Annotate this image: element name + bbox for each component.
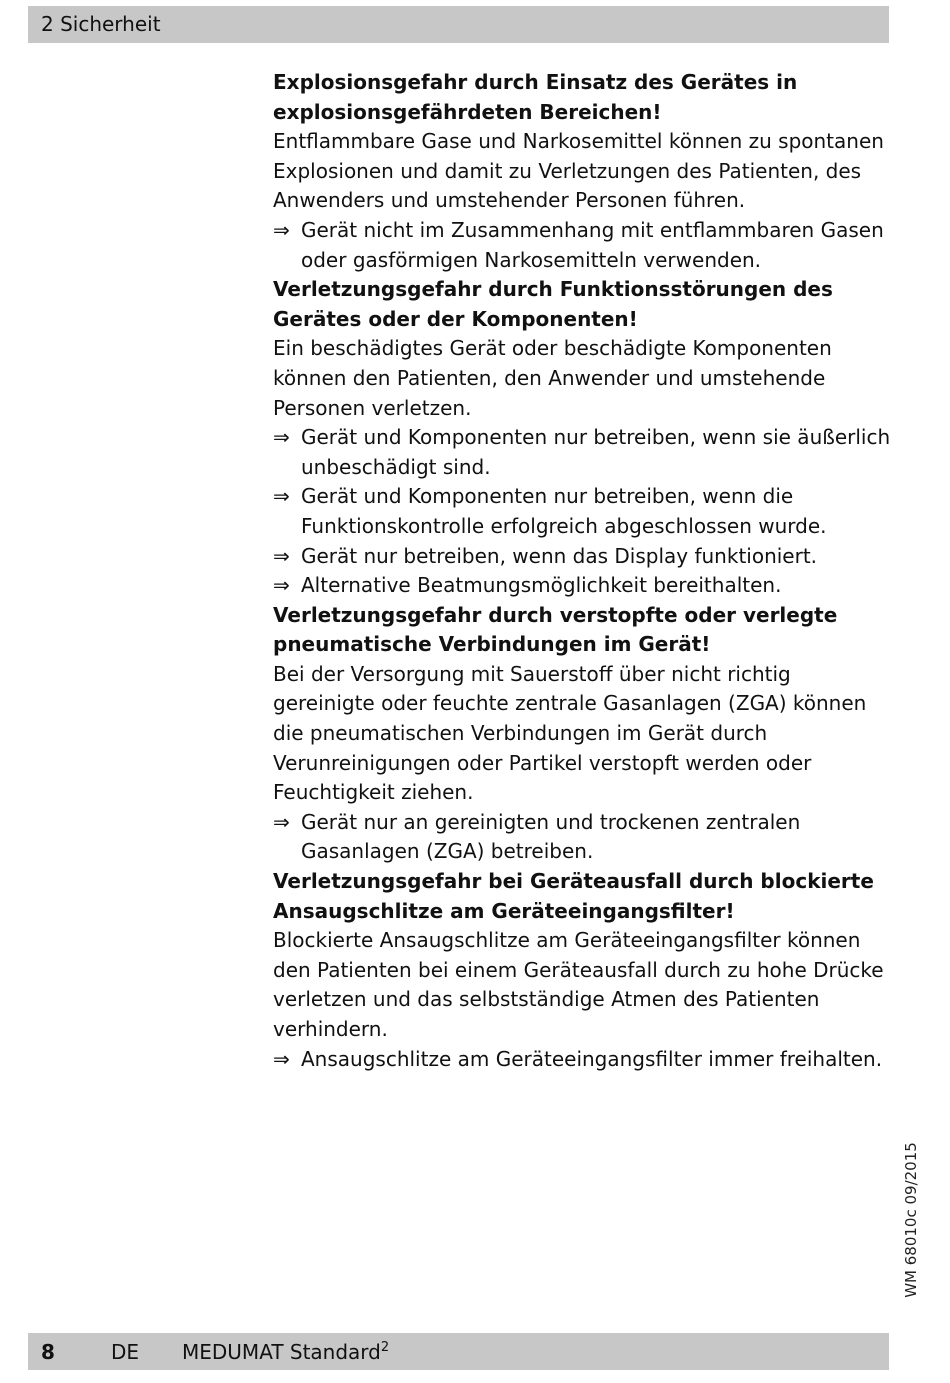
arrow-right-icon: ⇒: [273, 809, 290, 834]
header-bar: [28, 6, 889, 43]
warning-title: Explosionsgefahr durch Einsatz des Gerätes in explosionsgefährdeten Bereichen!: [273, 70, 798, 124]
document-id: [898, 1135, 924, 1305]
action-item: [273, 216, 893, 275]
language-code: DE: [111, 1340, 140, 1364]
arrow-right-icon: ⇒: [273, 1046, 290, 1071]
warning-text: Ein beschädigtes Gerät oder beschädigte Komponenten können den Patienten, den Anwender und umstehende Personen verletzen.: [273, 336, 832, 420]
action-item: [273, 571, 893, 601]
arrow-right-icon: ⇒: [273, 543, 290, 568]
warning-block: [273, 867, 893, 1074]
action-text: Gerät nicht im Zusammenhang mit entflammbaren Gasen oder gasförmigen Narkosemitteln verwenden.: [301, 217, 884, 272]
product-name-text: MEDUMAT Standard: [182, 1340, 381, 1364]
action-text: Gerät und Komponenten nur betreiben, wenn sie äußerlich unbeschädigt sind.: [301, 425, 891, 479]
action-text: Gerät und Komponenten nur betreiben, wenn die Funktionskontrolle erfolgreich abgeschlossen wurde.: [301, 484, 827, 538]
warning-title: Verletzungsgefahr bei Geräteausfall durch blockierte Ansaugschlitze am Geräteeingangsfilter!: [273, 869, 874, 923]
chapter-title: 2 Sicherheit: [41, 12, 161, 36]
action-item: [273, 423, 893, 482]
warning-block: [273, 68, 893, 275]
document-id-text: WM 68010c 09/2015: [902, 1142, 920, 1298]
footer-bar: [28, 1333, 889, 1370]
action-text: Gerät nur betreiben, wenn das Display funktioniert.: [301, 543, 818, 568]
warning-title: Verletzungsgefahr durch Funktionsstörungen des Gerätes oder der Komponenten!: [273, 277, 833, 331]
arrow-right-icon: ⇒: [273, 425, 290, 450]
action-item: [273, 808, 893, 867]
action-item: [273, 542, 893, 572]
action-text: Alternative Beatmungsmöglichkeit bereithalten.: [301, 573, 782, 598]
arrow-right-icon: ⇒: [273, 484, 290, 509]
page-number: 8: [41, 1340, 55, 1364]
warning-text: Bei der Versorgung mit Sauerstoff über nicht richtig gereinigte oder feuchte zentrale Gasanlagen (ZGA) können die pneumatischen Verbindungen im Gerät durch Verunreinigungen oder Partikel verstopft werden oder Feuchtigkeit ziehen.: [273, 661, 867, 805]
warning-title: Verletzungsgefahr durch verstopfte oder verlegte pneumatische Verbindungen im Gerät!: [273, 602, 838, 657]
warning-text: Blockierte Ansaugschlitze am Geräteeingangsfilter können den Patienten bei einem Geräteausfall durch zu hohe Drücke verletzen und das selbstständige Atmen des Patienten verhindern.: [273, 928, 884, 1041]
action-text: Gerät nur an gereinigten und trockenen zentralen Gasanlagen (ZGA) betreiben.: [301, 809, 801, 864]
action-item: [273, 482, 893, 541]
product-superscript: 2: [380, 1340, 390, 1355]
warning-text: Entflammbare Gase und Narkosemittel können zu spontanen Explosionen und damit zu Verletzungen des Patienten, des Anwenders und umstehender Personen führen.: [273, 129, 884, 213]
warning-block: [273, 601, 893, 867]
safety-content: [273, 68, 893, 1074]
action-text: Ansaugschlitze am Geräteeingangsfilter immer freihalten.: [301, 1046, 883, 1071]
warning-block: [273, 275, 893, 601]
arrow-right-icon: ⇒: [273, 573, 290, 598]
product-name: [182, 1338, 389, 1366]
arrow-right-icon: ⇒: [273, 217, 290, 242]
action-item: [273, 1045, 893, 1075]
